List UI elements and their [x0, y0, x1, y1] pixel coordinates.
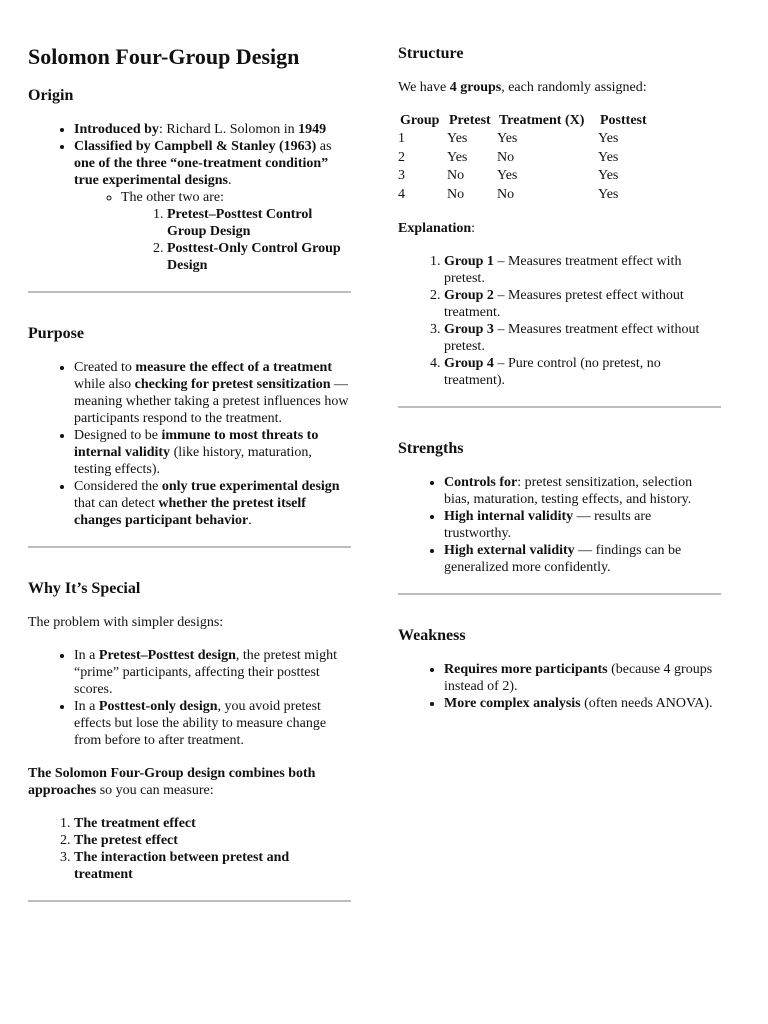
list-item: • More complex analysis (often needs ANOVA).	[444, 695, 721, 712]
table-cell: 2	[398, 149, 405, 165]
table-cell: No	[497, 149, 515, 165]
divider	[28, 900, 351, 902]
list-item: • In a Pretest–Posttest design, the pretest might “prime” participants, affecting their posttest scores.	[74, 647, 351, 698]
divider	[398, 406, 721, 408]
page-title: Solomon Four-Group Design	[28, 44, 300, 69]
table-header-row	[398, 112, 650, 130]
table-header: Posttest	[600, 113, 647, 128]
table-cell: Yes	[598, 149, 619, 165]
list-item: • Requires more participants (because 4 groups instead of 2).	[444, 661, 721, 695]
special-intro: The problem with simpler designs:	[28, 615, 224, 630]
purpose-heading: Purpose	[28, 325, 84, 342]
measures-list	[28, 815, 351, 883]
table-cell: Yes	[497, 131, 518, 146]
list-item: ◦ The other two are: 1. Pretest–Posttest Control Group Design 2. Posttest-Only Control Group Design	[121, 189, 351, 274]
table-header: Pretest	[449, 113, 491, 128]
weakness-list	[398, 661, 721, 712]
table-header: Treatment (X)	[499, 113, 585, 128]
origin-list	[28, 121, 351, 274]
structure-heading: Structure	[398, 45, 464, 62]
list-item: • Classified by Campbell & Stanley (1963) as one of the three “one-treatment condition” true experimental designs. ◦ The other two are: 1. Pretest–Posttest Control Group Design 2. Posttest-Only Control Group Design	[74, 138, 351, 274]
table-cell: Yes	[598, 186, 619, 202]
structure-intro: We have 4 groups, each randomly assigned:	[398, 80, 647, 95]
list-item: 1. Pretest–Posttest Control Group Design	[167, 206, 351, 240]
weakness-heading: Weakness	[398, 627, 466, 644]
left-column	[28, 0, 351, 902]
list-item: 1. The treatment effect	[74, 815, 351, 832]
list-item: 3. Group 3 – Measures treatment effect without pretest.	[444, 321, 721, 355]
list-item: • Considered the only true experimental design that can detect whether the pretest itself changes participant behavior.	[74, 478, 351, 529]
table-cell: No	[497, 186, 515, 202]
table-cell: Yes	[598, 131, 619, 146]
list-item: 2. Posttest-Only Control Group Design	[167, 240, 351, 274]
table-cell: Yes	[598, 168, 619, 183]
list-item: • Designed to be immune to most threats to internal validity (like history, maturation, testing effects).	[74, 427, 351, 478]
table-row	[398, 149, 650, 168]
designs-list	[121, 206, 351, 274]
list-item: • High internal validity — results are trustworthy.	[444, 508, 721, 542]
table-cell: Yes	[447, 149, 468, 165]
table-cell: No	[447, 186, 465, 202]
divider	[28, 546, 351, 548]
divider	[28, 291, 351, 293]
table-row	[398, 130, 650, 149]
table-row	[398, 167, 650, 186]
list-item: 2. Group 2 – Measures pretest effect without treatment.	[444, 287, 721, 321]
list-item: 1. Group 1 – Measures treatment effect with pretest.	[444, 253, 721, 287]
list-item: 3. The interaction between pretest and treatment	[74, 849, 351, 883]
origin-heading: Origin	[28, 87, 74, 104]
divider	[398, 593, 721, 595]
sub-list	[74, 189, 351, 274]
table-cell: No	[447, 168, 465, 183]
list-item: • High external validity — findings can be generalized more confidently.	[444, 542, 721, 576]
strengths-heading: Strengths	[398, 440, 464, 457]
purpose-list	[28, 359, 351, 529]
groups-table	[398, 112, 650, 204]
table-cell: Yes	[497, 168, 518, 183]
explanation-label: Explanation:	[398, 221, 476, 236]
list-item: 4. Group 4 – Pure control (no pretest, no treatment).	[444, 355, 721, 389]
table-header: Group	[400, 113, 440, 128]
right-column	[398, 0, 721, 712]
list-item: 2. The pretest effect	[74, 832, 351, 849]
table-cell: 4	[398, 186, 405, 202]
table-cell: 3	[398, 168, 405, 183]
list-item: • Controls for: pretest sensitization, selection bias, maturation, testing effects, and history.	[444, 474, 721, 508]
table-cell: 1	[398, 131, 405, 146]
explanation-list	[398, 253, 721, 389]
table-cell: Yes	[447, 131, 468, 146]
strengths-list	[398, 474, 721, 576]
list-item: • Introduced by: Richard L. Solomon in 1949	[74, 121, 351, 138]
list-item: • Created to measure the effect of a treatment while also checking for pretest sensitization — meaning whether taking a pretest influences how participants respond to the treatment.	[74, 359, 351, 427]
combine-text: The Solomon Four-Group design combines both approaches so you can measure:	[28, 766, 316, 798]
special-heading: Why It’s Special	[28, 580, 141, 597]
special-list	[28, 647, 351, 749]
table-row	[398, 186, 650, 205]
list-item: • In a Posttest-only design, you avoid pretest effects but lose the ability to measure change from before to after treatment.	[74, 698, 351, 749]
